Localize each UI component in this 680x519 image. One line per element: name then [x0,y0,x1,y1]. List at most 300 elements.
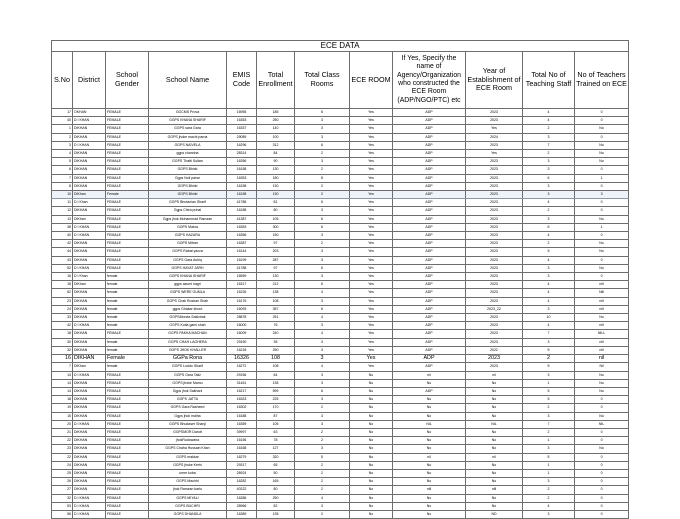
cell-sno: 12 [52,207,73,215]
cell-gender: FEMALE [106,494,149,502]
cell-enrollment: 203 [257,248,295,256]
cell-agency: ADP [393,322,466,330]
cell-school-name: GGPS CHAH LAGHERA [149,338,227,346]
cell-class-rooms: 3 [295,355,350,363]
cell-teachers-trained: nill [575,346,629,354]
table-row [52,494,629,502]
cell-enrollment: 212 [257,281,295,289]
cell-school-name: GGPS Mitran [149,240,227,248]
cell-enrollment: 251 [257,314,295,322]
cell-gender: FEMALE [106,379,149,387]
cell-teachers-trained: 0 [575,478,629,486]
cell-class-rooms: 2 [295,478,350,486]
cell-teaching-staff: 7 [523,420,575,428]
cell-year: No [466,412,523,420]
cell-gender: FEMALE [106,404,149,412]
cell-school-name: jhok Ramzan karlu [149,486,227,494]
cell-emis-code: 16009 [227,330,257,338]
cell-teachers-trained: nill [575,297,629,305]
cell-year: 2024 [466,133,523,141]
cell-ece-room: No [350,437,393,445]
cell-school-name: GGPS KHANA SHARIF [149,273,227,281]
cell-district: D I KHAN [73,141,106,149]
cell-emis-code: 28966 [227,502,257,510]
cell-gender: FEMALE [106,199,149,207]
cell-agency: ADP [393,158,466,166]
cell-school-name: GGPS HAZARA [149,232,227,240]
cell-gender: FEMALE [106,248,149,256]
cell-teaching-staff: 1 [523,437,575,445]
cell-teachers-trained: 0 [575,461,629,469]
cell-gender: FEMALE [106,387,149,395]
cell-year: 2023 [466,273,523,281]
cell-sno: 18 [52,330,73,338]
cell-sno: 19 [52,404,73,412]
table-row [52,191,629,199]
cell-ece-room: Yes [350,264,393,272]
cell-sno: 1 [52,125,73,133]
cell-district: D I KHAN [73,420,106,428]
table-row [52,207,629,215]
cell-agency: ADP [393,314,466,322]
cell-emis-code: 16296 [227,141,257,149]
cell-agency: ADP [393,125,466,133]
cell-ece-room: Yes [350,256,393,264]
cell-teachers-trained: No [575,158,629,166]
cell-class-rooms: 3 [295,322,350,330]
cell-enrollment: 250 [257,346,295,354]
cell-year: 2023 [466,240,523,248]
cell-sno: 27 [52,486,73,494]
cell-gender: FEMALE [106,428,149,436]
cell-school-name: umer koba [149,469,227,477]
cell-district: DIKHAN [73,453,106,461]
cell-gender: FEMALE [106,158,149,166]
cell-teachers-trained: NILL [575,330,629,338]
cell-ece-room: No [350,379,393,387]
cell-emis-code: 16272 [227,363,257,371]
header-agency: If Yes, Specify the name of Agency/Organization who constructed the ECE Room (ADP/NGO/PTC) etc [393,52,466,109]
cell-year: 2023 [466,281,523,289]
cell-enrollment: 97 [257,240,295,248]
cell-teaching-staff: 3 [523,264,575,272]
cell-sno: 56 [52,510,73,518]
table-row [52,346,629,354]
cell-enrollment: 105 [257,215,295,223]
cell-district: D I KHAN [73,322,106,330]
cell-district: DIKHAN [73,297,106,305]
cell-sno: 32 [52,494,73,502]
cell-agency: ADP [393,109,466,117]
cell-class-rooms: 6 [295,109,350,117]
header-ece-room: ECE ROOM [350,52,393,109]
cell-sno: 7 [52,174,73,182]
cell-emis-code: 16188 [227,207,257,215]
cell-school-name: GGPS jhoke machi parna [149,133,227,141]
cell-emis-code: 16158 [227,191,257,199]
cell-ece-room: Yes [350,305,393,313]
cell-district: DIKHAN [73,404,106,412]
cell-agency: No [393,396,466,404]
cell-year: No [466,494,523,502]
cell-class-rooms: 6 [295,223,350,231]
cell-agency: No [393,437,466,445]
header-year-of-establishment: Year of Establishment of ECE Room [466,52,523,109]
cell-agency: ADP [393,363,466,371]
table-row [52,289,629,297]
cell-year: 2023 [466,191,523,199]
cell-ece-room: Yes [350,363,393,371]
cell-year: 2023 [466,117,523,125]
cell-school-name: GGPS makkar [149,453,227,461]
cell-district: DIKHAN [73,428,106,436]
cell-teachers-trained: NIL [575,420,629,428]
cell-teaching-staff: 10 [523,314,575,322]
cell-sno: 24 [52,461,73,469]
cell-enrollment: 180 [257,174,295,182]
cell-school-name: GGPSMonda Sakichak [149,314,227,322]
cell-ece-room: No [350,396,393,404]
cell-enrollment: 108 [257,355,295,363]
cell-sno: 40 [52,117,73,125]
cell-class-rooms: 2 [295,437,350,445]
cell-school-name: GGPS Makra [149,223,227,231]
cell-sno: 38 [52,223,73,231]
cell-agency: nil [393,453,466,461]
cell-agency: No [393,461,466,469]
cell-teaching-staff: 4 [523,199,575,207]
cell-school-name: GGPS JHOK KHALLER [149,346,227,354]
table-row [52,158,629,166]
cell-emis-code: 16226 [227,289,257,297]
cell-teaching-staff: 4 [523,232,575,240]
cell-agency: ADP [393,215,466,223]
cell-year: 2023 [466,141,523,149]
cell-agency: No [393,494,466,502]
cell-gender: FEMALE [106,510,149,518]
cell-sno: 6 [52,166,73,174]
cell-ece-room: Yes [350,355,393,363]
cell-year: No [466,437,523,445]
cell-teachers-trained: 0 [575,109,629,117]
cell-district: DIKHAN [73,240,106,248]
cell-teaching-staff: 5 [523,453,575,461]
header-total-enrollment: Total Enrollment [257,52,295,109]
cell-class-rooms: 3 [295,371,350,379]
cell-teachers-trained: No [575,248,629,256]
cell-ece-room: No [350,461,393,469]
cell-class-rooms: 3 [295,133,350,141]
cell-sno: 40 [52,232,73,240]
cell-district: D I KHAN [73,232,106,240]
cell-class-rooms: 4 [295,289,350,297]
cell-ece-room: Yes [350,338,393,346]
cell-district: DIKHAN [73,346,106,354]
cell-teachers-trained: 0 [575,166,629,174]
cell-teachers-trained: No [575,387,629,395]
cell-school-name: GGPS sara Gara [149,125,227,133]
cell-teachers-trained: 0 [575,404,629,412]
cell-year: No [466,445,523,453]
cell-enrollment: 64 [257,371,295,379]
cell-class-rooms: 3 [295,207,350,215]
cell-district: DIKHAN [73,469,106,477]
cell-gender: FEMALE [106,223,149,231]
cell-district: D I KHAN [73,371,106,379]
cell-district: DIKHAN [73,133,106,141]
cell-agency: ADP [393,117,466,125]
cell-gender: FEMALE [106,478,149,486]
cell-teachers-trained: No [575,314,629,322]
cell-gender: female [106,346,149,354]
cell-ece-room: No [350,445,393,453]
cell-gender: FEMALE [106,150,149,158]
ece-data-table [51,40,629,519]
cell-teaching-staff: 4 [523,281,575,289]
cell-sno: 22 [52,453,73,461]
cell-school-name: GGPS Bhirki [149,182,227,190]
cell-emis-code: 16317 [227,281,257,289]
cell-district: DIKHAN [73,330,106,338]
cell-teaching-staff: 5 [523,346,575,354]
cell-class-rooms: 2 [295,150,350,158]
table-row [52,428,629,436]
cell-gender: FEMALE [106,412,149,420]
cell-gender: FEMALE [106,117,149,125]
table-row [52,478,629,486]
cell-class-rooms: 3 [295,502,350,510]
cell-enrollment: 150 [257,232,295,240]
cell-emis-code: 28924 [227,469,257,477]
cell-teachers-trained: No [575,371,629,379]
table-row [52,445,629,453]
cell-class-rooms: 5 [295,453,350,461]
cell-teachers-trained: No [575,125,629,133]
cell-district: D I KHAN [73,264,106,272]
cell-enrollment: 240 [257,330,295,338]
table-row [52,387,629,395]
cell-teaching-staff: 4 [523,502,575,510]
cell-school-name: GGPS Rabat yacca [149,248,227,256]
cell-agency: nil [393,371,466,379]
cell-teachers-trained: nill [575,281,629,289]
cell-sno: 17 [52,109,73,117]
cell-ece-room: Yes [350,174,393,182]
cell-enrollment: 81 [257,199,295,207]
cell-gender: FEMALE [106,240,149,248]
cell-gender: female [106,314,149,322]
cell-district: DIKHAN [73,437,106,445]
cell-teaching-staff: 7 [523,330,575,338]
cell-school-name: GGCMS Prova [149,109,227,117]
cell-teachers-trained: 0 [575,182,629,190]
cell-district: D I KHAN [73,223,106,231]
cell-class-rooms: 2 [295,486,350,494]
cell-teaching-staff: 5 [523,248,575,256]
cell-agency: ADP [393,256,466,264]
cell-ece-room: No [350,510,393,518]
cell-agency: ADP [393,182,466,190]
cell-enrollment: 87 [257,412,295,420]
cell-ece-room: No [350,428,393,436]
cell-teaching-staff: 2 [523,150,575,158]
cell-school-name: GGPS Chak Roshan Shah [149,297,227,305]
table-row [52,141,629,149]
cell-emis-code: 16559 [227,273,257,281]
cell-enrollment: 63 [257,428,295,436]
cell-sno: 18 [52,396,73,404]
cell-emis-code: 16337 [227,125,257,133]
cell-emis-code: 28878 [227,314,257,322]
cell-ece-room: No [350,412,393,420]
cell-gender: female [106,338,149,346]
cell-agency: ADP [393,264,466,272]
cell-district: DIKHAN [73,486,106,494]
header-teachers-trained: No of Teachers Trained on ECE [575,52,629,109]
cell-teachers-trained: 0 [575,510,629,518]
cell-ece-room: Yes [350,199,393,207]
cell-teachers-trained: 1 [575,174,629,182]
cell-class-rooms: 3 [295,232,350,240]
cell-year: No [466,428,523,436]
cell-emis-code: 16199 [227,256,257,264]
table-row [52,502,629,510]
cell-agency: No [393,445,466,453]
cell-teachers-trained: 0 [575,232,629,240]
cell-teachers-trained: nil [575,355,629,363]
cell-district: DIKHAN [73,182,106,190]
cell-sno: 32 [52,346,73,354]
cell-agency: ADP [393,273,466,281]
cell-emis-code: 16093 [227,305,257,313]
table-row [52,420,629,428]
cell-emis-code: 16000 [227,322,257,330]
cell-agency: ADP [393,338,466,346]
table-row [52,396,629,404]
cell-enrollment: 80 [257,486,295,494]
cell-sno: 42 [52,322,73,330]
cell-agency: ADP [393,289,466,297]
cell-ece-room: Yes [350,232,393,240]
cell-class-rooms: 2 [295,166,350,174]
cell-district: DIKHAN [73,207,106,215]
cell-school-name: GGPa Rona [149,355,227,363]
cell-teaching-staff: 3 [523,371,575,379]
cell-school-name: GGPS Thatti Sultan [149,158,227,166]
cell-emis-code: 16353 [227,223,257,231]
cell-ece-room: No [350,371,393,379]
table-row [52,322,629,330]
cell-ece-room: No [350,486,393,494]
cell-emis-code: 39997 [227,428,257,436]
cell-teachers-trained: 0 [575,133,629,141]
cell-year: ND [466,510,523,518]
cell-sno: 11 [52,199,73,207]
table-title: ECE DATA [52,41,629,52]
cell-agency: ADP [393,207,466,215]
cell-ece-room: Yes [350,273,393,281]
table-row [52,355,629,363]
cell-ece-room: No [350,387,393,395]
cell-district: DIKHAN [73,125,106,133]
cell-gender: FEMALE [106,420,149,428]
cell-gender: FEMALE [106,141,149,149]
cell-teachers-trained: 0 [575,437,629,445]
cell-emis-code: 16356 [227,158,257,166]
table-row [52,412,629,420]
table-row [52,510,629,518]
cell-sno: 25 [52,469,73,477]
cell-class-rooms: 3 [295,346,350,354]
cell-year: 2023 [466,256,523,264]
cell-teachers-trained: 0 [575,428,629,436]
cell-agency: ADP [393,387,466,395]
cell-emis-code: 41786 [227,199,257,207]
cell-agency: ADP [393,297,466,305]
cell-school-name: GGPS BUCHRI [149,502,227,510]
cell-school-name: GGPS Gara Ashiq [149,256,227,264]
cell-ece-room: Yes [350,215,393,223]
cell-school-name: GGPS NAIVELA [149,141,227,149]
cell-school-name: GGPS JATTA [149,396,227,404]
cell-ece-room: Yes [350,248,393,256]
cell-teachers-trained: No [575,264,629,272]
cell-agency: No [393,404,466,412]
cell-agency: No [393,469,466,477]
cell-ece-room: Yes [350,125,393,133]
cell-teaching-staff: 4 [523,109,575,117]
cell-emis-code: 16302 [227,404,257,412]
cell-enrollment: 78 [257,437,295,445]
cell-year: 2023 [466,330,523,338]
cell-enrollment: 357 [257,305,295,313]
table-row [52,379,629,387]
cell-gender: Female [106,355,149,363]
cell-agency: ADP [393,330,466,338]
cell-class-rooms: 3 [295,338,350,346]
cell-enrollment: 108 [257,363,295,371]
cell-teachers-trained: Nil [575,363,629,371]
cell-enrollment: 287 [257,256,295,264]
cell-gender: FEMALE [106,396,149,404]
table-row [52,338,629,346]
cell-teaching-staff: 3 [523,305,575,313]
cell-teachers-trained: 0 [575,502,629,510]
cell-teaching-staff: 3 [523,215,575,223]
cell-district: DIKHAN [73,314,106,322]
cell-sno: 20 [52,420,73,428]
cell-class-rooms: 8 [295,174,350,182]
cell-class-rooms: 2 [295,461,350,469]
cell-emis-code: 31461 [227,379,257,387]
cell-sno: 3 [52,141,73,149]
cell-ece-room: No [350,453,393,461]
cell-emis-code: 16156 [227,437,257,445]
cell-enrollment: 130 [257,182,295,190]
table-row [52,281,629,289]
cell-teaching-staff: 2 [523,404,575,412]
cell-ece-room: Yes [350,281,393,289]
cell-class-rooms: 2 [295,182,350,190]
cell-ece-room: No [350,478,393,486]
cell-ece-room: No [350,420,393,428]
cell-district: DIKHAN [73,158,106,166]
cell-teachers-trained: 0 [575,207,629,215]
cell-district: DIKHAN [73,248,106,256]
cell-teaching-staff: 2 [523,240,575,248]
cell-year: 2023 [466,264,523,272]
cell-teachers-trained: 0 [575,273,629,281]
